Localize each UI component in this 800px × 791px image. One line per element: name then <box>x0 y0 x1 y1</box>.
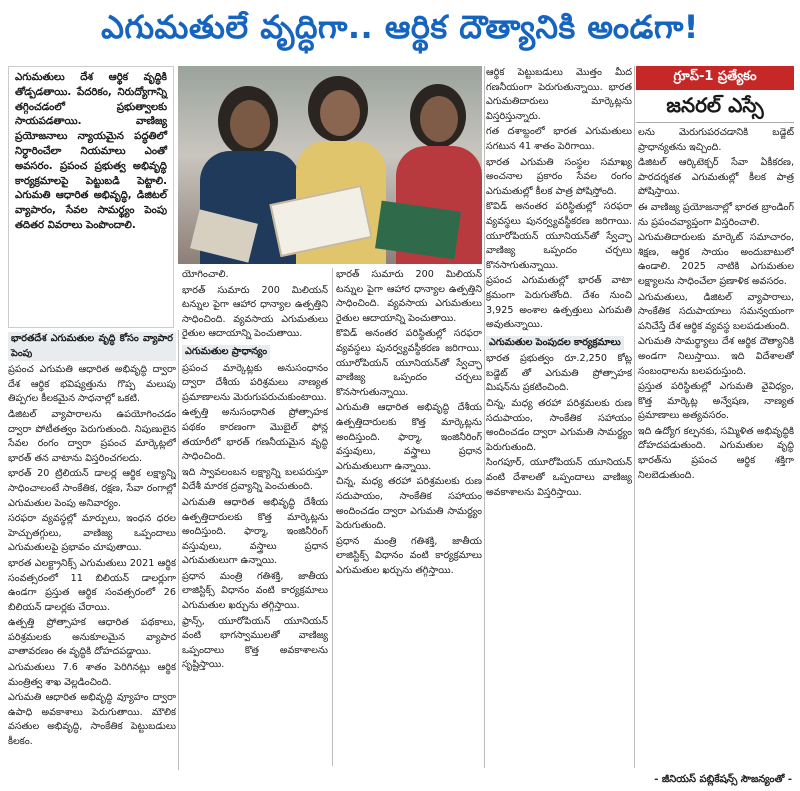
paragraph: ఎగుమతులు 7.6 శాతం పెరిగినట్లు ఆర్థిక మంత్రిత్వ శాఖ వెల్లడించింది. <box>8 662 176 688</box>
paragraph: ప్రపంచ మార్కెట్లకు అనుసంధానం ద్వారా దేశీయ పరిశ్రమలు నాణ్యత ప్రమాణాలను మెరుగుపరుచుకుంటాయి. <box>182 362 328 403</box>
paragraph: ఈ వాణిజ్య ప్రయోజనాల్లో భారత బ్రాండింగ్‌ ను ప్రపంచవ్యాప్తంగా విస్తరించాలి. <box>638 201 794 228</box>
column-divider <box>178 330 179 770</box>
paragraph: చిన్న, మధ్య తరహా పరిశ్రమలకు రుణ సదుపాయం, సాంకేతిక సహాయం అందించడం ద్వారా ఎగుమతి సామర్థ్యం పెరుగుతుంది. <box>336 476 482 532</box>
paragraph: ఎగుమతి ఆధారిత అభివృద్ధి దేశీయ ఉత్పత్తిదారులకు కొత్త మార్కెట్లను అందిస్తుంది. ఫార్మా, ఇంజినీరింగ్‌ వస్తువులు, వస్త్రాలు ప్రధాన ఎగుమతులుగా ఉన్నాయి. <box>182 496 328 567</box>
paragraph: ప్రపంచ ఎగుమతి ఆధారిత అభివృద్ధి ద్వారా దేశ ఆర్థిక భవిష్యత్తును గొప్ప మలుపు తిప్పగల కీలకమైన సాధనాల్లో ఒకటి. <box>8 364 176 405</box>
paragraph: ఎగుమతి సామర్థ్యాలు దేశ ఆర్థిక దౌత్యానికి అండగా నిలుస్తాయి. ఇది విదేశాలతో సంబంధాలను బలపరుస్తుంది. <box>638 336 794 377</box>
paragraph: ఉత్పత్తి ప్రోత్సాహక ఆధారిత పథకాలు, పరిశ్రమలకు అనుకూలమైన వ్యాపార వాతావరణం ఈ వృద్ధికి దోహదపడ్డాయి. <box>8 617 176 658</box>
paragraph: డిజిటల్‌ వ్యాపారాలను ఉపయోగించడం ద్వారా పోటీతత్వం పెరుగుతుంది. నిపుణులైన సేవల రంగం ద్వారా ప్రపంచ మార్కెట్లలో భారత్‌ తన వాటాను విస్తరించగలదు. <box>8 408 176 464</box>
paragraph: ప్రధాన మంత్రి గతిశక్తి, జాతీయ లాజిస్టిక్స్‌ విధానం వంటి కార్యక్రమాలు ఎగుమతుల ఖర్చును తగ్గిస్తాయి. <box>336 535 482 576</box>
section-title: జనరల్‌ ఎస్సే <box>636 92 794 123</box>
column-divider <box>484 66 485 768</box>
column-divider <box>332 268 333 766</box>
paragraph: లను మెరుగుపరచడానికి బడ్జెట్‌ ప్రాధాన్యతను ఇచ్చింది. <box>638 127 794 153</box>
paragraph: భారత ఎగుమతి సంస్థల సమాఖ్య అంచనాల ప్రకారం సేవల రంగం ఎగుమతుల్లో కీలక పాత్ర పోషిస్తోంది. <box>486 156 632 197</box>
paragraph: యోగించాలి. <box>182 269 229 280</box>
paragraph: ప్రస్తుత పరిస్థితుల్లో ఎగుమతి వైవిధ్యం, కొత్త మార్కెట్ల అన్వేషణ, నాణ్యత ప్రమాణాలు అత్యవసరం. <box>638 381 794 422</box>
paragraph: ఫ్రాన్స్‌, యూరోపియన్‌ యూనియన్‌ వంటి భాగస్వాములతో వాణిజ్య ఒప్పందాలు కొత్త అవకాశాలను సృష్టిస్తాయి. <box>182 615 328 671</box>
paragraph: భారత ఎలక్ట్రానిక్స్‌ ఎగుమతులు 2021 ఆర్థిక సంవత్సరంలో 11 బిలియన్‌ డాలర్లుగా ఉండగా ప్రస్తుత ఆర్థిక సంవత్సరంలో 26 బిలియన్‌ డాలర్లకు చేరాయి. <box>8 557 176 613</box>
intro-box: ఎగుమతులు దేశ ఆర్థిక వృద్ధికి తోడ్పడతాయి. పేదరికం, నిరుద్యోగాన్ని తగ్గించడంలో ప్రభుత్వాలకు సాయపడతాయి. వాణిజ్య ప్రయోజనాలు న్యాయమైన పద్ధతిలో నిర్ధారించేలా నియమాలు ఎంతో అవసరం. ప్రపంచ ప్రభుత్వ అభివృద్ధి కార్యక్రమాలపై పెట్టుబడి పెట్టాలి. ఎగుమతి ఆధారిత అభివృద్ధి, డిజిటల్‌ వ్యాపారం, సేవల సామర్థ్యం పెంపు తదితర వివరాలు పెంపొందాలి. <box>8 66 174 328</box>
paragraph: భారత్‌ సుమారు 200 మిలియన్‌ టన్నుల పైగా ఆహార ధాన్యాల ఉత్పత్తిని సాధించింది. వ్యవసాయ ఎగుమతులు రైతుల ఆదాయాన్ని పెంచుతాయి. <box>182 284 328 340</box>
paragraph: గత దశాబ్దంలో భారత ఎగుమతులు సగటున 41 శాతం పెరిగాయి. <box>486 126 632 152</box>
students-photo <box>178 66 482 264</box>
paragraph: ఎగుమతి ఆధారిత అభివృద్ధి దేశీయ ఉత్పత్తిదారులకు కొత్త మార్కెట్లను అందిస్తుంది. ఫార్మా, ఇంజినీరింగ్‌ వస్తువులు, వస్త్రాలు ప్రధాన ఎగుమతులుగా ఉన్నాయి. <box>336 402 482 472</box>
paragraph: ప్రపంచ ఎగుమతుల్లో భారత్‌ వాటా క్రమంగా పెరుగుతోంది. దేశం నుంచి 3,925 అంశాల ఉత్పత్తులు ఎగుమతి అవుతున్నాయి. <box>486 275 632 331</box>
paragraph: చిన్న, మధ్య తరహా పరిశ్రమలకు రుణ సదుపాయం, సాంకేతిక సహాయం అందించడం ద్వారా ఎగుమతి సామర్థ్యం పెరుగుతుంది. <box>486 398 632 453</box>
column-middle <box>336 268 482 768</box>
column-3-subhead: ఎగుమతుల పెంపుదల కార్యక్రమాలు <box>486 336 624 351</box>
paragraph: డిజిటల్‌ ఆర్కిటెక్చర్‌ సేవా ఏకీకరణ, పారదర్శకత ఎగుమతుల్లో కీలక పాత్ర పోషిస్తాయి. <box>638 157 794 198</box>
column-1-subhead: భారతదేశ ఎగుమతుల వృద్ధి కోసం వ్యాపార పెంపు <box>8 332 176 361</box>
paragraph: ఎగుమతి ఆధారిత అభివృద్ధి వ్యూహం ద్వారా ఉపాధి అవకాశాలు పెరుగుతాయి. మౌలిక వసతుల అభివృద్ధి, సాంకేతిక పెట్టుబడులు కీలకం. <box>8 692 176 748</box>
paragraph: ప్రధాన మంత్రి గతిశక్తి, జాతీయ లాజిస్టిక్స్‌ విధానం వంటి కార్యక్రమాలు ఎగుమతుల ఖర్చును తగ్గిస్తాయి. <box>182 570 328 612</box>
credit-footer: - జీనియస్‌ పబ్లికేషన్స్‌ సౌజన్యంతో - <box>654 774 792 785</box>
headline: ఎగుమతులే వృద్ధిగా.. ఆర్థిక దౌత్యానికి అండగా! <box>101 8 699 46</box>
paragraph: ఎగుమతులు, డిజిటల్‌ వ్యాపారాలు, సాంకేతిక సదుపాయాలు సమన్వయంగా పనిచేస్తే దేశ ఆర్థిక వ్యవస్థ బలపడుతుంది. <box>638 291 794 332</box>
paragraph: సింగపూర్‌, యూరోపియన్‌ యూనియన్‌ వంటి దేశాలతో ఒప్పందాలు వాణిజ్య అవకాశాలను విస్తరిస్తాయి. <box>486 457 632 498</box>
column-2 <box>182 268 328 768</box>
paragraph: ఉత్పత్తి అనుసంధానిత ప్రోత్సాహక పథకం కారణంగా మొబైల్‌ ఫోన్ల తయారీలో భారత్‌ గణనీయమైన వృద్ధి సాధించింది. <box>182 407 328 463</box>
column-4 <box>638 126 794 770</box>
paragraph: కొవిడ్‌ అనంతర పరిస్థితుల్లో సరఫరా వ్యవస్థలు పునర్వ్యవస్థీకరణ జరిగాయి. యూరోపియన్‌ యూనియన్‌తో స్వేచ్ఛా వాణిజ్య ఒప్పందం చర్చలు కొనసాగుతున్నాయి. <box>336 328 482 398</box>
paragraph: భారత్‌ 20 ట్రిలియన్‌ డాలర్ల ఆర్థిక లక్ష్యాన్ని సాధించాలంటే సాంకేతిక, రక్షణ, సేవా రంగాల్లో ఎగుమతుల పెంపు అనివార్యం. <box>8 468 176 509</box>
paragraph: ఇది స్వావలంబన లక్ష్యాన్ని బలపరుస్తూ విదేశీ మారక ద్రవ్యాన్ని పెంచుతుంది. <box>182 466 328 493</box>
column-2-subhead: ఎగుమతుల ప్రాధాన్యం <box>182 345 270 360</box>
paragraph: ఆర్థిక పెట్టుబడులు మొత్తం మీద గణనీయంగా పెరుగుతున్నాయి. భారత ఎగుమతిదారులు మార్కెట్లను విస్తరిస్తున్నారు. <box>486 67 632 122</box>
paragraph: భారత ప్రభుత్వం రూ.2,250 కోట్ల బడ్జెట్‌ తో ఎగుమతి ప్రోత్సాహక మిషన్‌ను ప్రకటించింది. <box>486 353 632 394</box>
paragraph: ఇది ఉద్యోగ కల్పనకు, సమ్మిళిత అభివృద్ధికి దోహదపడుతుంది. ఎగుమతుల వృద్ధి భారత్‌ను ప్రపంచ ఆర్థిక శక్తిగా నిలబెడుతుంది. <box>638 425 794 481</box>
column-3 <box>486 66 632 768</box>
column-1 <box>8 330 176 770</box>
paragraph: కొవిడ్‌ అనంతర పరిస్థితుల్లో సరఫరా వ్యవస్థలు పునర్వ్యవస్థీకరణ జరిగాయి. యూరోపియన్‌ యూనియన్‌తో స్వేచ్ఛా వాణిజ్య ఒప్పందం చర్చలు కొనసాగుతున్నాయి. <box>486 201 632 271</box>
paragraph: సరఫరా వ్యవస్థల్లో మార్పులు, ఇంధన ధరల హెచ్చుతగ్గులు, వాణిజ్య ఒప్పందాలు ఎగుమతులపై ప్రభావం చూపుతాయి. <box>8 513 176 554</box>
paragraph: ఎగుమతిదారులకు మార్కెట్‌ సమాచారం, శిక్షణ, ఆర్థిక సాయం అందుబాటులో ఉండాలి. 2025 నాటికి ఎగుమతుల లక్ష్యాలను సాధించేలా ప్రణాళిక అవసరం. <box>638 232 794 287</box>
column-divider <box>634 66 635 768</box>
group-1-badge: గ్రూప్‌-1 ప్రత్యేకం <box>636 66 794 90</box>
paragraph: భారత్‌ సుమారు 200 మిలియన్‌ టన్నుల పైగా ఆహార ధాన్యాల ఉత్పత్తిని సాధించింది. వ్యవసాయ ఎగుమతులు రైతుల ఆదాయాన్ని పెంచుతాయి. <box>336 269 482 324</box>
